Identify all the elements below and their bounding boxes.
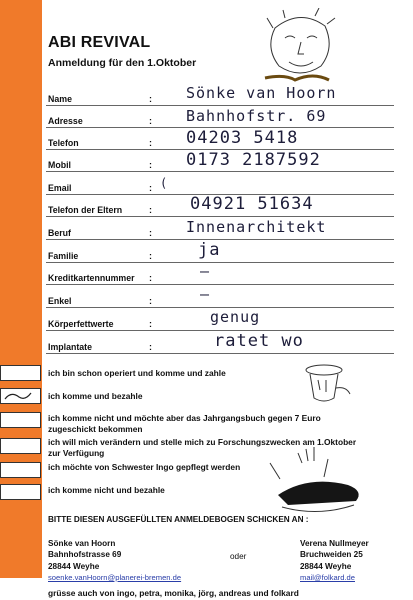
field-value-familie[interactable]: ja <box>198 240 221 260</box>
option-label-komme-nicht-bezahle: ich komme nicht und bezahle <box>48 485 165 495</box>
option-checkbox-schwester-ingo[interactable] <box>0 462 41 478</box>
field-value-name[interactable]: Sönke van Hoorn <box>186 84 337 102</box>
colon: : <box>149 228 152 238</box>
colon: : <box>149 251 152 261</box>
colon: : <box>149 319 152 329</box>
contact-left-email-link[interactable]: soenke.vanHoorn@planerei-bremen.de <box>48 573 182 582</box>
option-checkbox-forschung[interactable] <box>0 438 41 454</box>
field-line <box>46 105 394 106</box>
stripe-end <box>0 578 42 600</box>
option-label-komme-bezahle: ich komme und bezahle <box>48 391 143 401</box>
colon: : <box>149 296 152 306</box>
bottle-doodle <box>296 362 356 412</box>
page-title: ABI REVIVAL <box>48 34 151 51</box>
contact-left-street: Bahnhofstrasse 69 <box>48 550 122 559</box>
field-label-kreditkartennummer: Kreditkartennummer <box>48 273 135 283</box>
face-doodle <box>255 8 345 88</box>
field-value-email[interactable]: ( <box>160 176 169 190</box>
contact-right-street: Bruchweiden 25 <box>300 550 363 559</box>
field-value-koerperfettwerte[interactable]: genug <box>210 308 261 326</box>
option-checkbox-komme-nicht-bezahle[interactable] <box>0 484 41 500</box>
contact-left-name: Sönke van Hoorn <box>48 539 116 548</box>
field-line <box>46 262 394 263</box>
contact-right-name: Verena Nullmeyer <box>300 539 369 548</box>
contact-right-city: 28844 Weyhe <box>300 562 352 571</box>
field-value-telefon-eltern[interactable]: 04921 51634 <box>190 194 314 214</box>
field-label-mobil: Mobil <box>48 160 71 170</box>
field-label-email: Email <box>48 183 72 193</box>
field-label-enkel: Enkel <box>48 296 72 306</box>
colon: : <box>149 138 152 148</box>
orange-side-stripe <box>0 0 42 600</box>
field-label-telefon: Telefon <box>48 138 79 148</box>
option-checkbox-operiert[interactable] <box>0 365 41 381</box>
field-label-koerperfettwerte: Körperfettwerte <box>48 319 114 329</box>
colon: : <box>149 160 152 170</box>
field-line <box>46 284 394 285</box>
field-label-name: Name <box>48 94 72 104</box>
option-label-schwester-ingo: ich möchte von Schwester Ingo gepflegt werden <box>48 462 241 472</box>
field-line <box>46 353 394 354</box>
field-value-adresse[interactable]: Bahnhofstr. 69 <box>186 107 327 125</box>
field-line <box>46 171 394 172</box>
field-value-telefon[interactable]: 04203 5418 <box>186 128 299 148</box>
colon: : <box>149 342 152 352</box>
colon: : <box>149 116 152 126</box>
field-line <box>46 216 394 217</box>
field-label-familie: Familie <box>48 251 79 261</box>
option-label-operiert: ich bin schon operiert und komme und zahle <box>48 368 226 378</box>
field-value-implantate[interactable]: ratet wo <box>214 331 304 351</box>
field-label-adresse: Adresse <box>48 116 83 126</box>
or-text: oder <box>230 552 247 561</box>
greeting-line: grüsse auch von ingo, petra, monika, jörg, andreas und folkard <box>48 588 299 598</box>
field-label-beruf: Beruf <box>48 228 71 238</box>
contact-right-email-link[interactable]: mail@folkard.de <box>300 573 355 582</box>
page-subtitle: Anmeldung für den 1.Oktober <box>48 57 197 69</box>
option-checkbox-komme-bezahle[interactable] <box>0 388 41 404</box>
colon: : <box>149 273 152 283</box>
option-checkbox-jahrgangsbuch[interactable] <box>0 412 41 428</box>
checkmark-scribble-icon <box>1 389 40 403</box>
field-value-mobil[interactable]: 0173 2187592 <box>186 150 321 170</box>
field-value-beruf[interactable]: Innenarchitekt <box>186 218 327 236</box>
colon: : <box>149 205 152 215</box>
field-value-enkel[interactable]: — <box>200 285 211 303</box>
option-label-jahrgangsbuch: ich komme nicht und möchte aber das Jahrgangsbuch gegen 7 Euro zugeschickt bekommen <box>48 413 321 434</box>
colon: : <box>149 94 152 104</box>
field-value-kreditkartennummer[interactable]: — <box>200 262 211 280</box>
option-label-forschung: ich will mich verändern und stelle mich zu Forschungszwecken am 1.Oktober zur Verfügung <box>48 437 357 458</box>
field-label-telefon-eltern: Telefon der Eltern <box>48 205 123 215</box>
field-label-implantate: Implantate <box>48 342 92 352</box>
colon: : <box>149 183 152 193</box>
footer-instruction: BITTE DIESEN AUSGEFÜLLTEN ANMELDEBOGEN SCHICKEN AN : <box>48 515 309 524</box>
contact-left-city: 28844 Weyhe <box>48 562 100 571</box>
